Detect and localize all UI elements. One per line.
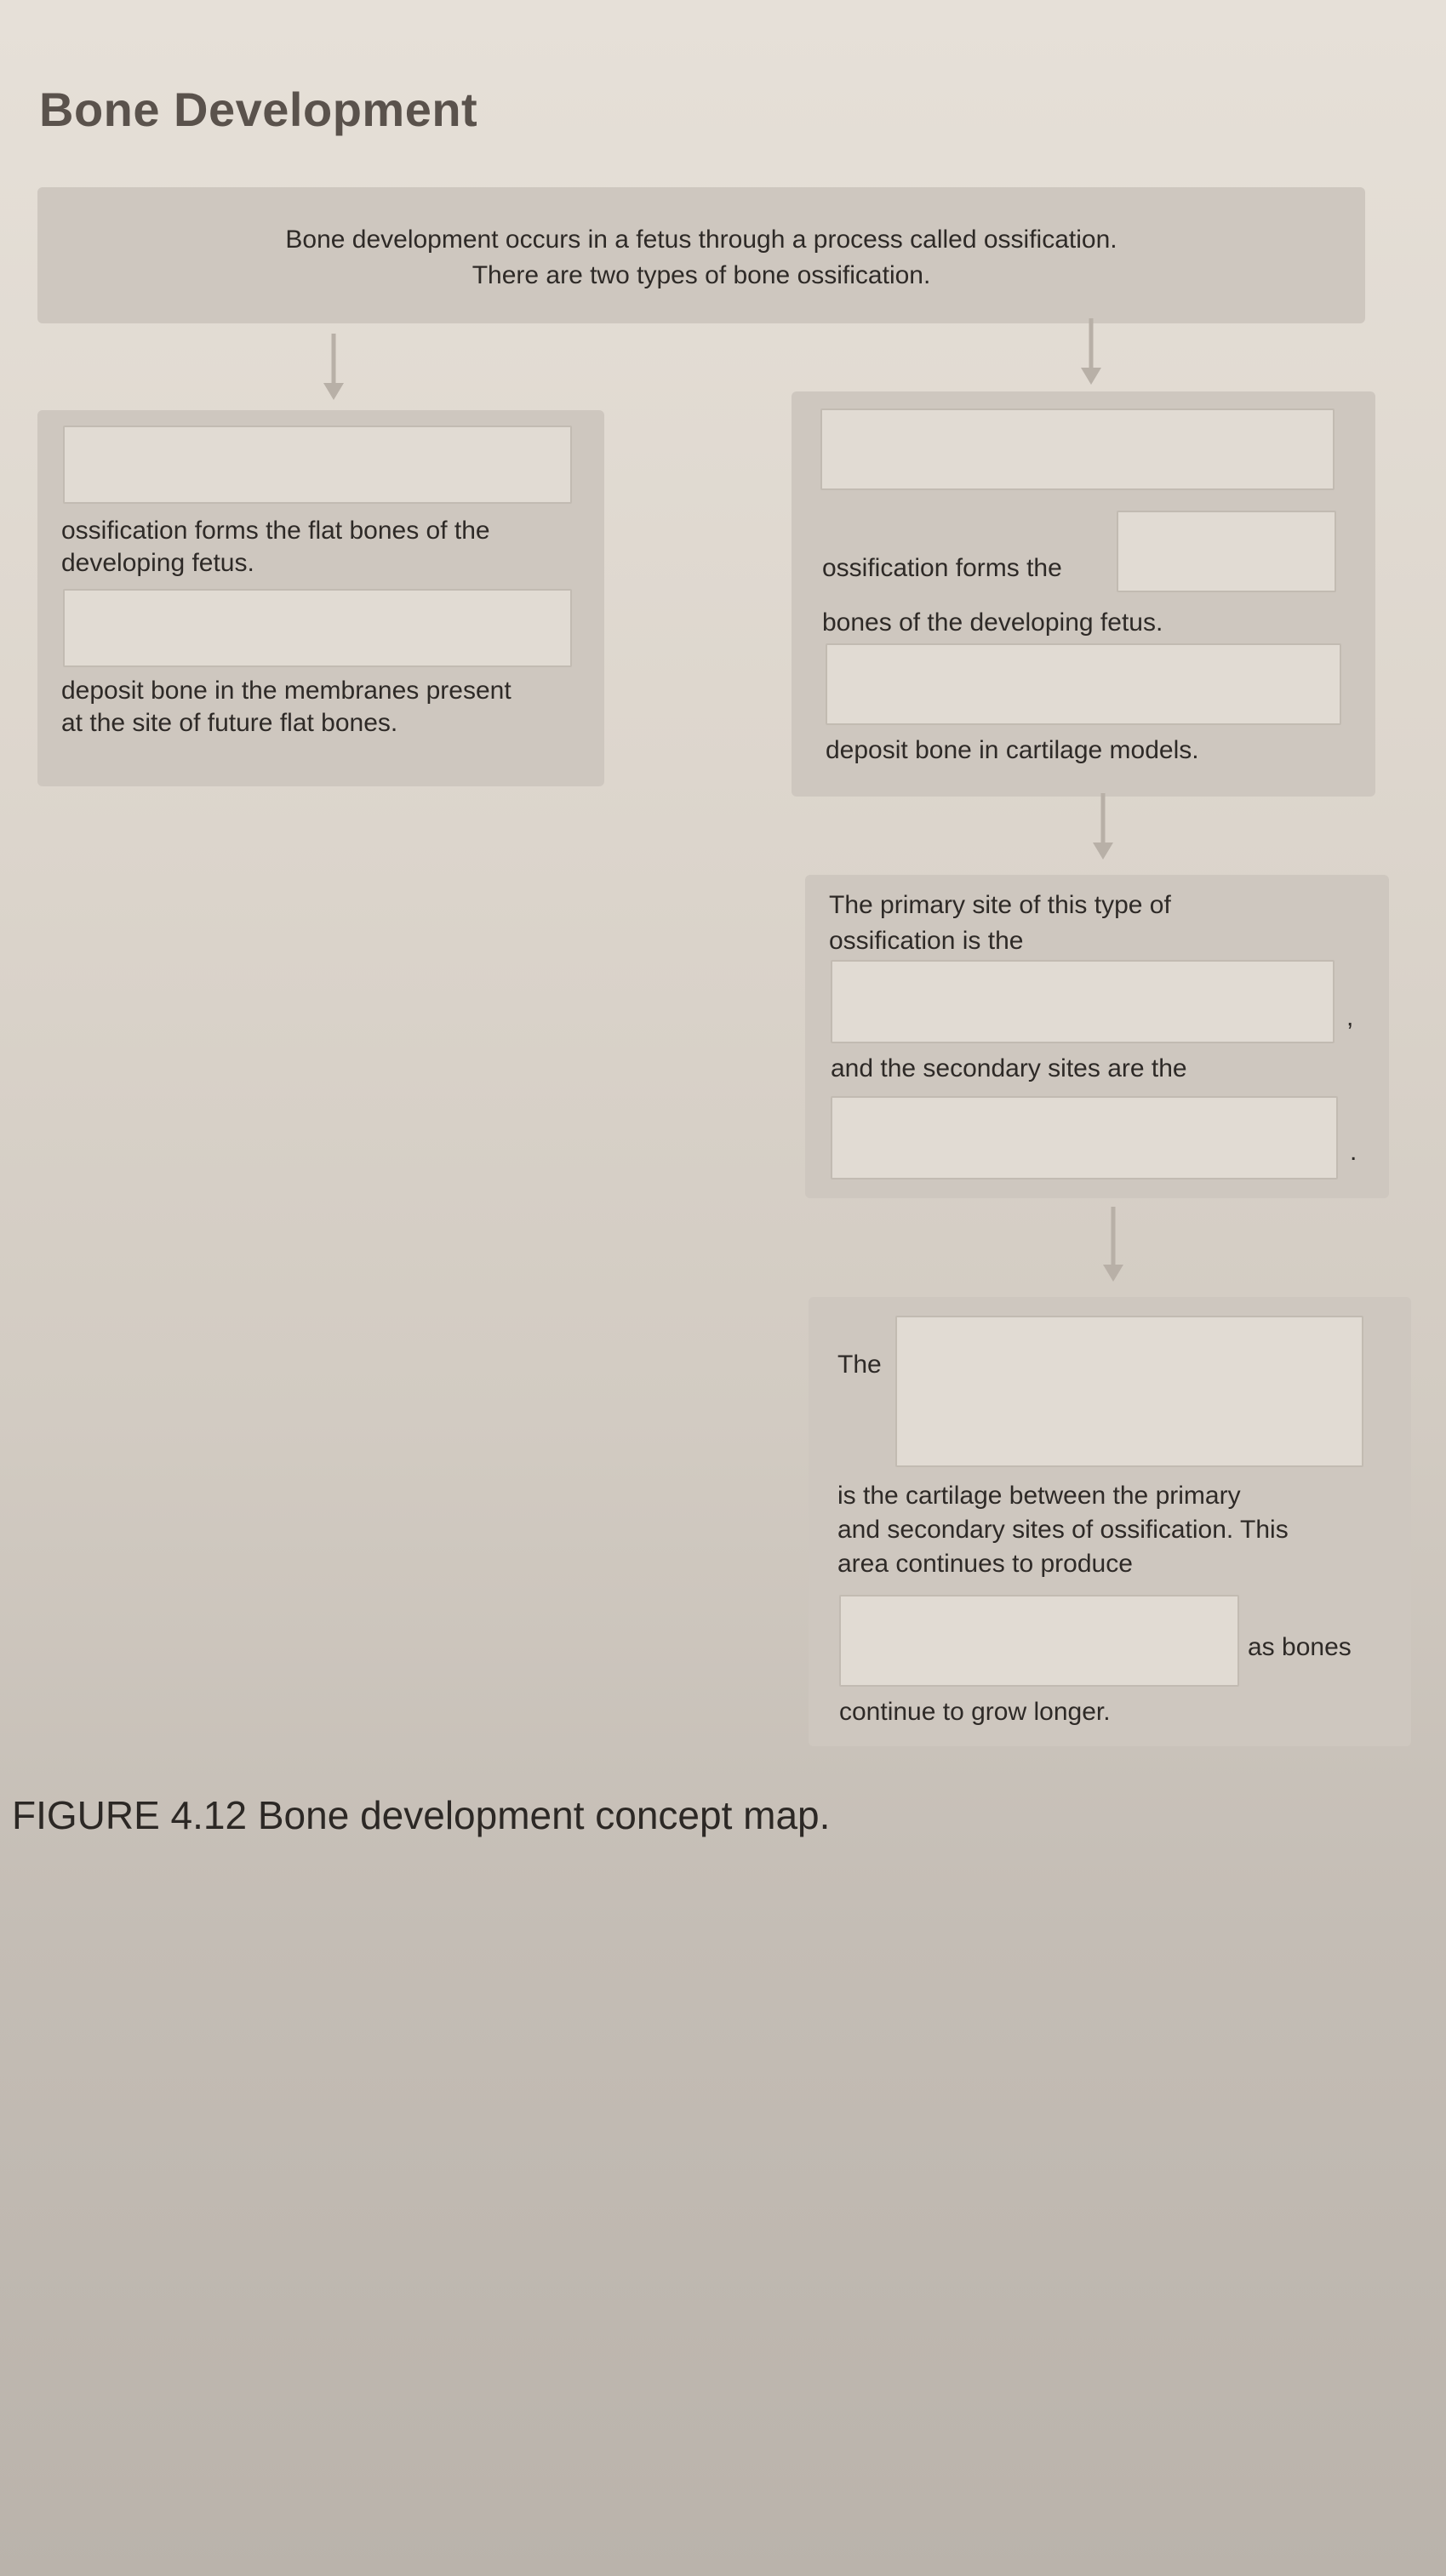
right-bones-of: bones of the developing fetus.: [822, 608, 1163, 637]
intro-line-2: There are two types of bone ossification.: [472, 261, 931, 289]
sites-line-1: The primary site of this type of: [829, 891, 1171, 919]
right-deposit: deposit bone in cartilage models.: [826, 736, 1199, 764]
blank-box-right-bone-type[interactable]: [1117, 511, 1336, 592]
sites-line-2: ossification is the: [829, 927, 1024, 955]
figure-caption: FIGURE 4.12 Bone development concept map.: [12, 1793, 831, 1837]
blank-box-plate-name[interactable]: [895, 1316, 1363, 1467]
sites-comma: ,: [1346, 1003, 1354, 1031]
blank-box-right-cells[interactable]: [826, 643, 1341, 725]
plate-line-3: area continues to produce: [837, 1550, 1133, 1578]
plate-line-2: and secondary sites of ossification. This: [837, 1516, 1289, 1544]
left-line-1: ossification forms the flat bones of the: [61, 517, 490, 545]
blank-box-primary-site[interactable]: [831, 960, 1335, 1043]
blank-box-left-cells[interactable]: [63, 589, 572, 667]
blank-box-secondary-sites[interactable]: [831, 1096, 1338, 1179]
right-forms-the: ossification forms the: [822, 554, 1062, 582]
left-line-3: deposit bone in the membranes present: [61, 677, 512, 705]
arrow-down-sites: [1086, 793, 1120, 861]
plate-line-1: is the cartilage between the primary: [837, 1482, 1241, 1510]
arrow-down-plate: [1096, 1207, 1130, 1283]
bleed-through-heading: [613, 78, 623, 119]
plate-as-bones: as bones: [1248, 1633, 1352, 1661]
blank-box-produces[interactable]: [839, 1595, 1239, 1687]
arrow-down-left: [317, 334, 351, 402]
sites-period: .: [1350, 1138, 1357, 1166]
intro-line-1: Bone development occurs in a fetus through a process called ossification.: [285, 226, 1117, 254]
sites-secondary: and the secondary sites are the: [831, 1054, 1187, 1082]
arrow-down-right: [1074, 318, 1108, 386]
page-title: Bone Development: [39, 83, 478, 136]
plate-the: The: [837, 1351, 882, 1379]
blank-box-right-type[interactable]: [820, 408, 1335, 490]
left-line-4: at the site of future flat bones.: [61, 709, 398, 737]
blank-box-left-type[interactable]: [63, 426, 572, 504]
plate-line-4: continue to grow longer.: [839, 1698, 1111, 1726]
left-line-2: developing fetus.: [61, 549, 254, 577]
